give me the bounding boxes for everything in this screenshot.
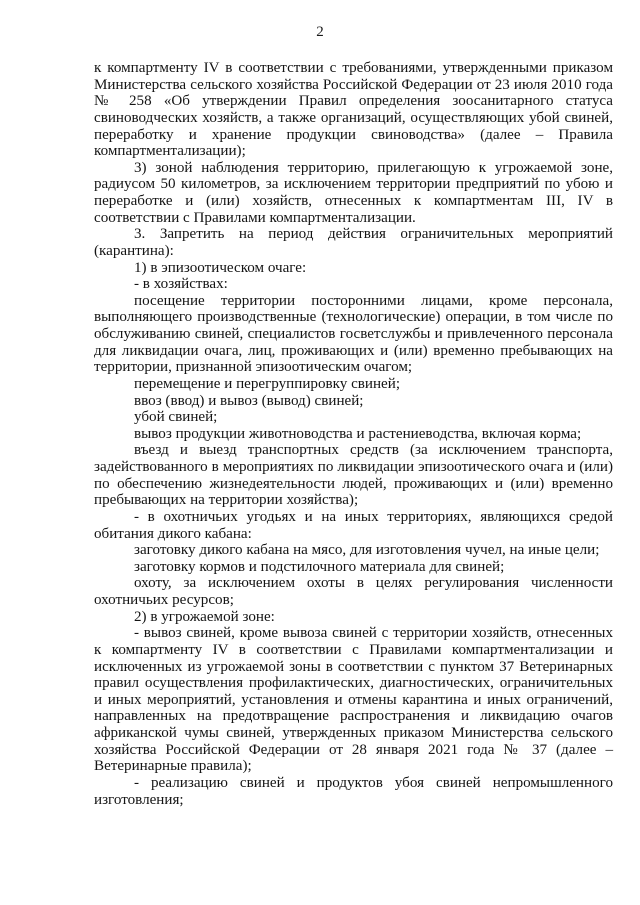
paragraph: посещение территории посторонними лицами, кроме персонала, выполняющего производственные (технологические) операции, в том числе по обслуживанию свиней, специалистов госветслужбы и привлеченного персонала для ликвидации очага, лиц, проживающих и (или) временно пребывающих на территории, признанной эпизоотическим очагом; [94, 292, 613, 376]
paragraph: - реализацию свиней и продуктов убоя свиней непромышленного изготовления; [94, 774, 613, 808]
paragraph: заготовку дикого кабана на мясо, для изготовления чучел, на иные цели; [134, 542, 600, 559]
paragraph: въезд и выезд транспортных средств (за исключением транспорта, задействованного в мероприятиях по ликвидации эпизоотического очага и (или) по обеспечению жизнедеятельности людей, проживающих и (или) временно пребывающих на территории хозяйства); [94, 442, 613, 509]
paragraph: 3) зоной наблюдения территорию, прилегающую к угрожаемой зоне, радиусом 50 километров, за исключением территории предприятий по убою и переработке и (или) хозяйств, отнесенных к компартментам III, IV в соответствии с Правилами компартментализации. [94, 159, 613, 226]
paragraph: - вывоз свиней, кроме вывоза свиней с территории хозяйств, отнесенных к компартменту IV в соответствии с Правилами компартментализации и исключенных из угрожаемой зоны в соответствии с пунктом 37 Ветеринарных правил осуществления профилактических, диагностических, ограничительных и иных мероприятий, установления и отмены карантина и иных ограничений, направленных на предотвращение распространения и ликвидацию очагов африканской чумы свиней, утвержденных приказом Министерства сельского хозяйства Российской Федерации от 28 января 2021 года № 37 (далее – Ветеринарные правила); [94, 625, 613, 775]
paragraph: ввоз (ввод) и вывоз (вывод) свиней; [134, 392, 364, 409]
paragraph: к компартменту IV в соответствии с требованиями, утвержденными приказом Министерства сельского хозяйства Российской Федерации от 23 июля 2010 года № 258 «Об утверждении Правил определения зоосанитарного статуса свиноводческих хозяйств, а также организаций, осуществляющих убой свиней, переработку и хранение продукции свиноводства» (далее – Правила компартментализации); [94, 60, 613, 160]
paragraph: убой свиней; [134, 409, 218, 426]
document-body [94, 60, 613, 808]
paragraph: заготовку кормов и подстилочного материала для свиней; [134, 558, 505, 575]
paragraph: перемещение и перегруппировку свиней; [134, 375, 401, 392]
paragraph: вывоз продукции животноводства и растениеводства, включая корма; [134, 425, 582, 442]
paragraph: 3. Запретить на период действия ограничительных мероприятий (карантина): [94, 226, 613, 259]
paragraph: охоту, за исключением охоты в целях регулирования численности охотничьих ресурсов; [94, 575, 613, 608]
page-number: 2 [316, 24, 324, 40]
paragraph: - в охотничьих угодьях и на иных территориях, являющихся средой обитания дикого кабана: [94, 508, 613, 542]
paragraph: 1) в эпизоотическом очаге: [134, 259, 307, 276]
paragraph: 2) в угрожаемой зоне: [134, 608, 275, 625]
paragraph: - в хозяйствах: [134, 276, 228, 293]
